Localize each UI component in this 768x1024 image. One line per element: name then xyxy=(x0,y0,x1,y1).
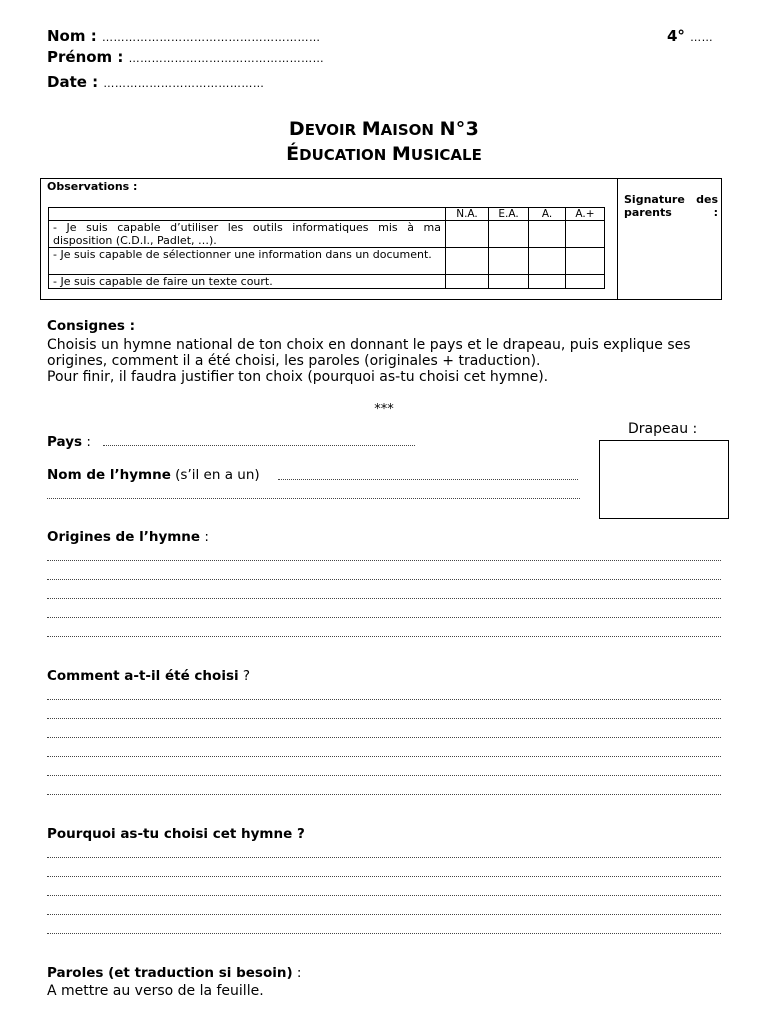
paroles-note: A mettre au verso de la feuille. xyxy=(47,983,264,999)
subtitle-word-2-cap: M xyxy=(391,143,411,165)
drapeau-label: Drapeau : xyxy=(628,421,698,437)
criteria-1-ea[interactable] xyxy=(489,221,529,248)
criteria-2-na[interactable] xyxy=(446,248,489,275)
comment-line[interactable] xyxy=(47,699,721,700)
pourquoi-heading xyxy=(47,826,305,842)
hymne-suffix: (s’il en a un) xyxy=(170,467,260,483)
pays-input[interactable] xyxy=(103,434,415,446)
date-dots: …………………………………… xyxy=(103,77,265,90)
pays-field xyxy=(47,434,91,450)
comment-heading xyxy=(47,668,250,684)
consignes-line-1: Choisis un hymne national de ton choix en donnant le pays et le drapeau, puis explique ses xyxy=(47,337,691,353)
pourquoi-line[interactable] xyxy=(47,895,721,896)
paroles-suffix: : xyxy=(292,965,302,981)
consignes-line-3: Pour finir, il faudra justifier ton choix (pourquoi as-tu choisi cet hymne). xyxy=(47,369,549,385)
hymne-input-line-1[interactable] xyxy=(278,468,578,480)
criteria-1-na[interactable] xyxy=(446,221,489,248)
consignes-title: Consignes : xyxy=(47,318,136,334)
title-word-1-cap: D xyxy=(288,118,305,140)
paroles-title: Paroles (et traduction si besoin) xyxy=(47,965,293,981)
pourquoi-line[interactable] xyxy=(47,933,721,934)
criteria-3-na[interactable] xyxy=(446,275,489,289)
separator: *** xyxy=(374,402,394,417)
comment-line[interactable] xyxy=(47,775,721,776)
comment-line[interactable] xyxy=(47,756,721,757)
observations-box xyxy=(40,178,722,300)
nom-dots: ………………………………………………… xyxy=(101,31,321,44)
criteria-header-blank xyxy=(49,208,446,221)
signature-label: Signature des parents : xyxy=(624,193,718,219)
comment-title: Comment a-t-il été choisi xyxy=(47,668,239,684)
hymne-label: Nom de l’hymne xyxy=(47,467,171,483)
class-label: 4° xyxy=(667,27,685,45)
hymne-field xyxy=(47,467,260,483)
hymne-input-line-2[interactable] xyxy=(47,487,580,499)
comment-line[interactable] xyxy=(47,794,721,795)
col-a-plus: A.+ xyxy=(566,208,605,221)
origines-suffix: : xyxy=(200,529,209,545)
criteria-2-ea[interactable] xyxy=(489,248,529,275)
consignes-line-2: origines, comment il a été choisi, les paroles (originales + traduction). xyxy=(47,353,541,369)
pourquoi-line[interactable] xyxy=(47,857,721,858)
criteria-text-1: - Je suis capable d’utiliser les outils informatiques mis à ma disposition (C.D.I., Padlet, …). xyxy=(49,221,446,248)
page-subtitle xyxy=(0,143,768,165)
origines-line[interactable] xyxy=(47,579,721,580)
prenom-field[interactable] xyxy=(47,48,324,68)
title-word-1-rest: EVOIR xyxy=(304,121,357,139)
pourquoi-title: Pourquoi as-tu choisi cet hymne ? xyxy=(47,826,305,842)
criteria-header-row xyxy=(49,208,605,221)
criteria-3-a[interactable] xyxy=(529,275,566,289)
observations-label: Observations : xyxy=(47,180,138,193)
title-number: N°3 xyxy=(439,118,480,140)
date-label: Date : xyxy=(47,73,99,91)
paroles-heading xyxy=(47,965,301,981)
prenom-label: Prénom : xyxy=(47,48,124,66)
title-word-2-rest: AISON xyxy=(380,121,434,139)
criteria-3-ea[interactable] xyxy=(489,275,529,289)
col-ea: E.A. xyxy=(489,208,529,221)
date-field[interactable] xyxy=(47,73,264,93)
origines-line[interactable] xyxy=(47,598,721,599)
class-dots: …… xyxy=(690,31,714,44)
subtitle-word-2-rest: USICALE xyxy=(410,146,482,164)
drapeau-box[interactable] xyxy=(599,440,729,519)
observations-divider xyxy=(617,179,618,299)
criteria-text-2: - Je suis capable de sélectionner une information dans un document. xyxy=(49,248,446,275)
class-field[interactable] xyxy=(667,27,713,47)
title-word-2-cap: M xyxy=(361,118,381,140)
criteria-2-a[interactable] xyxy=(529,248,566,275)
origines-title: Origines de l’hymne xyxy=(47,529,201,545)
criteria-row xyxy=(49,221,605,248)
subtitle-word-1-cap: É xyxy=(286,143,300,165)
criteria-1-a[interactable] xyxy=(529,221,566,248)
col-a: A. xyxy=(529,208,566,221)
consignes-text xyxy=(47,337,727,385)
comment-suffix: ? xyxy=(238,668,251,684)
prenom-dots: …………………………………………… xyxy=(128,52,325,65)
subtitle-word-1-rest: DUCATION xyxy=(299,146,387,164)
criteria-2-a-plus[interactable] xyxy=(566,248,605,275)
criteria-row xyxy=(49,248,605,275)
comment-line[interactable] xyxy=(47,737,721,738)
origines-line[interactable] xyxy=(47,636,721,637)
criteria-table xyxy=(48,207,605,289)
criteria-text-3: - Je suis capable de faire un texte court. xyxy=(49,275,446,289)
criteria-3-a-plus[interactable] xyxy=(566,275,605,289)
criteria-row xyxy=(49,275,605,289)
origines-heading xyxy=(47,529,209,545)
page-title xyxy=(0,118,768,140)
pays-label: Pays xyxy=(47,434,83,450)
nom-label: Nom : xyxy=(47,27,97,45)
pourquoi-line[interactable] xyxy=(47,914,721,915)
origines-line[interactable] xyxy=(47,617,721,618)
origines-line[interactable] xyxy=(47,560,721,561)
comment-line[interactable] xyxy=(47,718,721,719)
criteria-1-a-plus[interactable] xyxy=(566,221,605,248)
col-na: N.A. xyxy=(446,208,489,221)
pays-suffix: : xyxy=(82,434,91,450)
pourquoi-line[interactable] xyxy=(47,876,721,877)
nom-field[interactable] xyxy=(47,27,320,47)
